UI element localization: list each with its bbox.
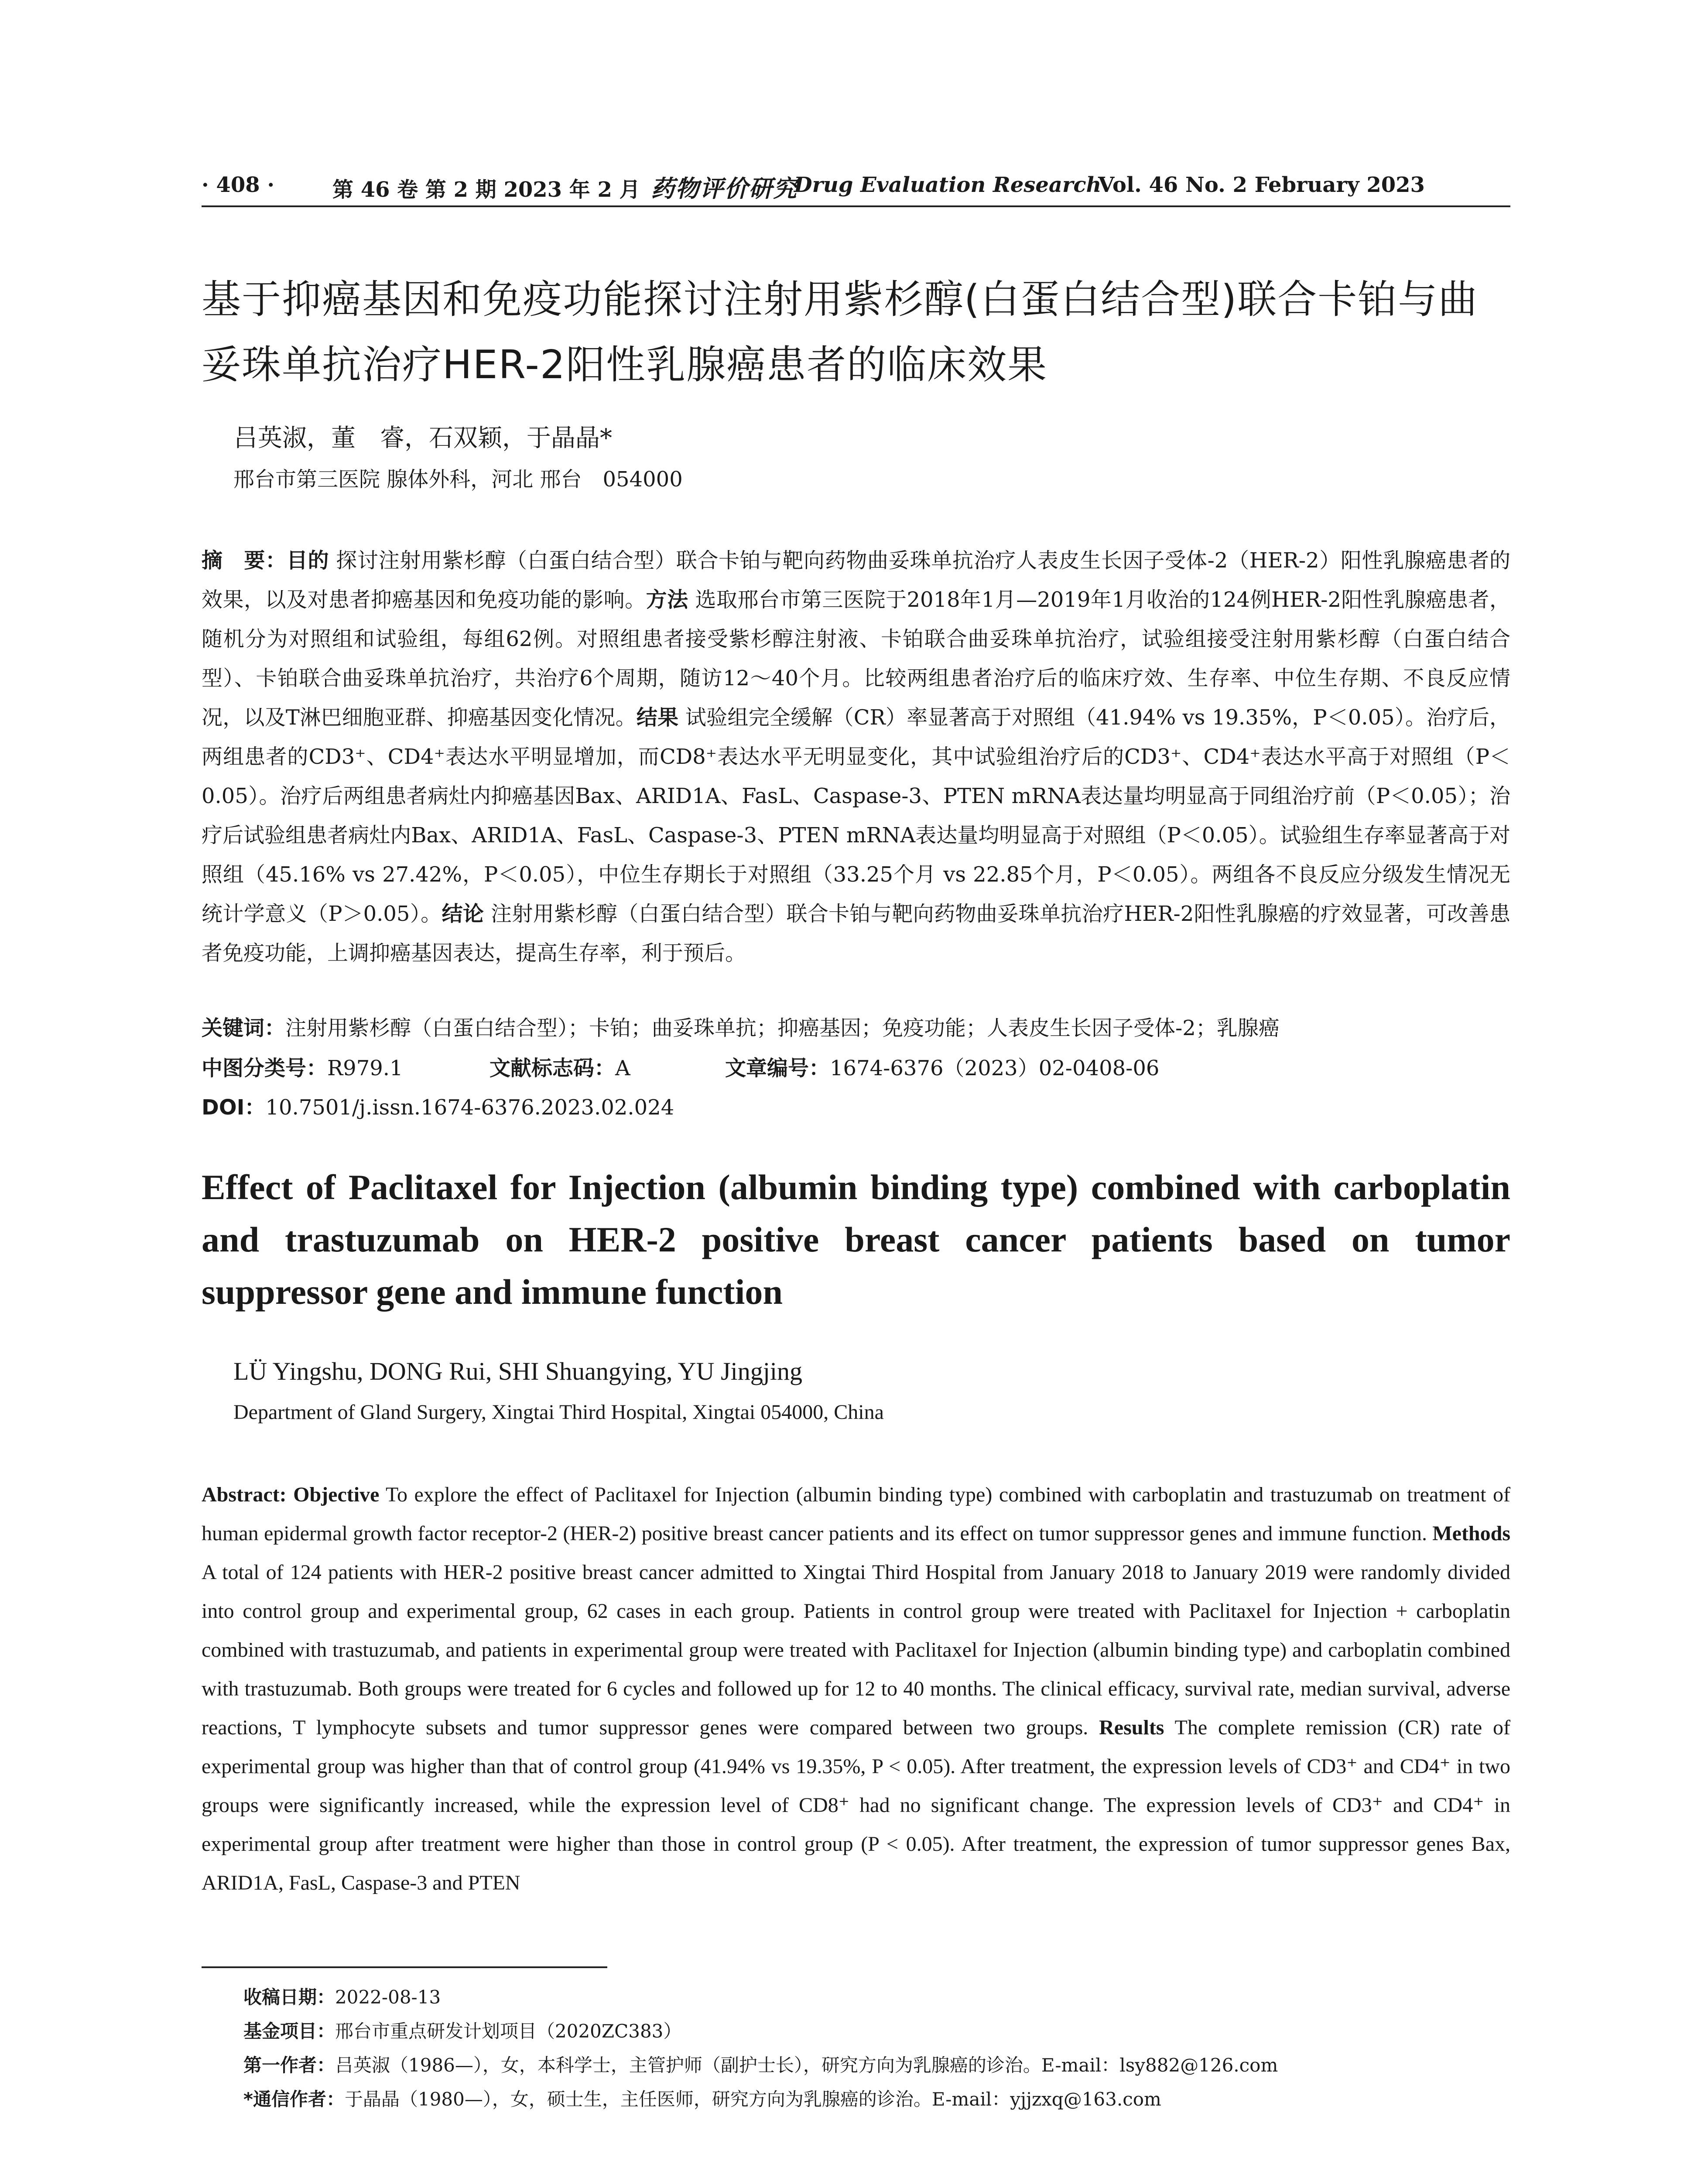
keywords-label: 关键词：: [202, 1016, 286, 1040]
doi-value: 10.7501/j.issn.1674-6376.2023.02.024: [265, 1095, 674, 1120]
methods-label-cn: 方法: [646, 588, 688, 612]
footnote-divider: [202, 1966, 607, 1968]
conclusion-cn: 注射用紫杉醇（白蛋白结合型）联合卡铂与靶向药物曲妥珠单抗治疗HER-2阳性乳腺癌的疗效显著，可改善患者免疫功能，上调抑癌基因表达，提高生存率，利于预后。: [202, 902, 1510, 965]
clc-label: 中图分类号：: [202, 1056, 328, 1080]
article-no-label: 文章编号：: [725, 1056, 830, 1080]
abstract-en: [202, 1475, 1510, 1902]
volume-issue-en: Vol. 46 No. 2 February 2023: [1098, 173, 1425, 197]
doc-code-value: A: [615, 1056, 630, 1080]
objective-label-cn: 目的: [286, 548, 329, 573]
authors-en: LÜ Yingshu, DONG Rui, SHI Shuangying, YU Jingjing: [233, 1357, 802, 1385]
objective-label-en: Objective: [293, 1483, 380, 1506]
journal-name-en: Drug Evaluation Research: [794, 173, 1102, 197]
results-label-cn: 结果: [636, 705, 679, 730]
title-en: Effect of Paclitaxel for Injection (albumin binding type) combined with carboplatin and trastuzumab on HER-2 positive breast cancer patients based on tumor suppressor gene and immune function: [202, 1167, 1510, 1312]
article-no-value: 1674-6376（2023）02-0408-06: [830, 1056, 1160, 1080]
results-en: The complete remission (CR) rate of experimental group was higher than that of control group (41.94% vs 19.35%, P < 0.05). After treatment, the expression levels of CD3⁺ and CD4⁺ in two groups were significantly increased, while the expression level of CD8⁺ had no significant change. The expression levels of CD3⁺ and CD4⁺ in experimental group after treatment were higher than those in control group (P < 0.05). After treatment, the expression of tumor suppressor genes Bax, ARID1A, FasL, Caspase-3 and PTEN: [202, 1716, 1510, 1894]
affiliation-en: Department of Gland Surgery, Xingtai Third Hospital, Xingtai 054000, China: [233, 1401, 884, 1424]
doc-code-label: 文献标志码：: [489, 1056, 616, 1080]
footnote-received: 收稿日期：2022-08-13: [243, 1986, 441, 2008]
doi-line: [202, 1090, 674, 1121]
footnote-fund: 基金项目：邢台市重点研发计划项目（2020ZC383）: [243, 2020, 682, 2042]
clc-value: R979.1: [327, 1056, 403, 1080]
running-header: [202, 164, 1510, 207]
authors-cn: 吕英淑，董 睿，石双颖，于晶晶*: [233, 424, 612, 452]
abstract-cn: [202, 541, 1510, 973]
results-label-en: Results: [1099, 1716, 1164, 1739]
results-cn: 试验组完全缓解（CR）率显著高于对照组（41.94% vs 19.35%，P＜0.05）。治疗后，两组患者的CD3⁺、CD4⁺表达水平明显增加，而CD8⁺表达水平无明显变化，其中试验组治疗后的CD3⁺、CD4⁺表达水平高于对照组（P＜0.05）。治疗后两组患者病灶内抑癌基因Bax、ARID1A、FasL、Caspase-3、PTEN mRNA表达量均明显高于同组治疗前（P＜0.05）；治疗后试验组患者病灶内Bax、ARID1A、FasL、Caspase-3、PTEN mRNA表达量均明显高于对照组（P＜0.05）。试验组生存率显著高于对照组（45.16% vs 27.42%，P＜0.05），中位生存期长于对照组（33.25个月 vs 22.85个月，P＜0.05）。两组各不良反应分级发生情况无统计学意义（P＞0.05）。: [202, 705, 1510, 926]
objective-en: To explore the effect of Paclitaxel for Injection (albumin binding type) combined with carboplatin and trastuzumab on treatment of human epidermal growth factor receptor-2 (HER-2) positive breast cancer patients and its effect on tumor suppressor genes and immune function.: [202, 1483, 1511, 1545]
journal-logo: 药物评价研究: [651, 174, 798, 202]
conclusion-label-cn: 结论: [442, 902, 484, 926]
footnotes: [243, 1980, 1509, 2116]
objective-cn: 探讨注射用紫杉醇（白蛋白结合型）联合卡铂与靶向药物曲妥珠单抗治疗人表皮生长因子受体-2（HER-2）阳性乳腺癌患者的效果，以及对患者抑癌基因和免疫功能的影响。: [202, 548, 1510, 612]
methods-cn: 选取邢台市第三医院于2018年1月—2019年1月收治的124例HER-2阳性乳腺癌患者，随机分为对照组和试验组，每组62例。对照组患者接受紫杉醇注射液、卡铂联合曲妥珠单抗治疗，试验组接受注射用紫杉醇（白蛋白结合型）、卡铂联合曲妥珠单抗治疗，共治疗6个周期，随访12～40个月。比较两组患者治疗后的临床疗效、生存率、中位生存期、不良反应情况，以及T淋巴细胞亚群、抑癌基因变化情况。: [202, 588, 1510, 730]
keywords-cn: [202, 1011, 1510, 1041]
footnote-corresponding: *通信作者：于晶晶（1980—），女，硕士生，主任医师，研究方向为乳腺癌的诊治。E-mail：yjjzxq@163.com: [243, 2089, 1161, 2110]
methods-en: A total of 124 patients with HER-2 positive breast cancer admitted to Xingtai Third Hospital from January 2018 to January 2019 were randomly divided into control group and experimental group, 62 cases in each group. Patients in control group were treated with Paclitaxel for Injection + carboplatin combined with trastuzumab, and patients in experimental group were treated with Paclitaxel for Injection (albumin binding type) and carboplatin combined with trastuzumab. Both groups were treated for 6 cycles and followed up for 12 to 40 months. The clinical efficacy, survival rate, median survival, adverse reactions, T lymphocyte subsets and tumor suppressor genes were compared between two groups.: [202, 1561, 1510, 1739]
classification-line: [202, 1051, 1159, 1081]
affiliation-cn: 邢台市第三医院 腺体外科，河北 邢台 054000: [233, 467, 683, 492]
volume-issue-cn: 第 46 卷 第 2 期 2023 年 2 月: [332, 178, 640, 202]
methods-label-en: Methods: [1432, 1522, 1510, 1545]
abstract-label-cn: 摘 要：: [202, 548, 287, 573]
footnote-first-author: 第一作者：吕英淑（1986—），女，本科学士，主管护师（副护士长），研究方向为乳腺癌的诊治。E-mail：lsy882@126.com: [243, 2055, 1278, 2076]
title-cn: 基于抑癌基因和免疫功能探讨注射用紫杉醇(白蛋白结合型)联合卡铂与曲妥珠单抗治疗HER-2阳性乳腺癌患者的临床效果: [202, 277, 1479, 388]
keywords-text: 注射用紫杉醇（白蛋白结合型）；卡铂；曲妥珠单抗；抑癌基因；免疫功能；人表皮生长因子受体-2；乳腺癌: [285, 1016, 1280, 1040]
doi-label: DOI：: [202, 1095, 266, 1120]
abstract-label-en: Abstract:: [202, 1483, 287, 1506]
page-number: · 408 ·: [202, 173, 275, 197]
